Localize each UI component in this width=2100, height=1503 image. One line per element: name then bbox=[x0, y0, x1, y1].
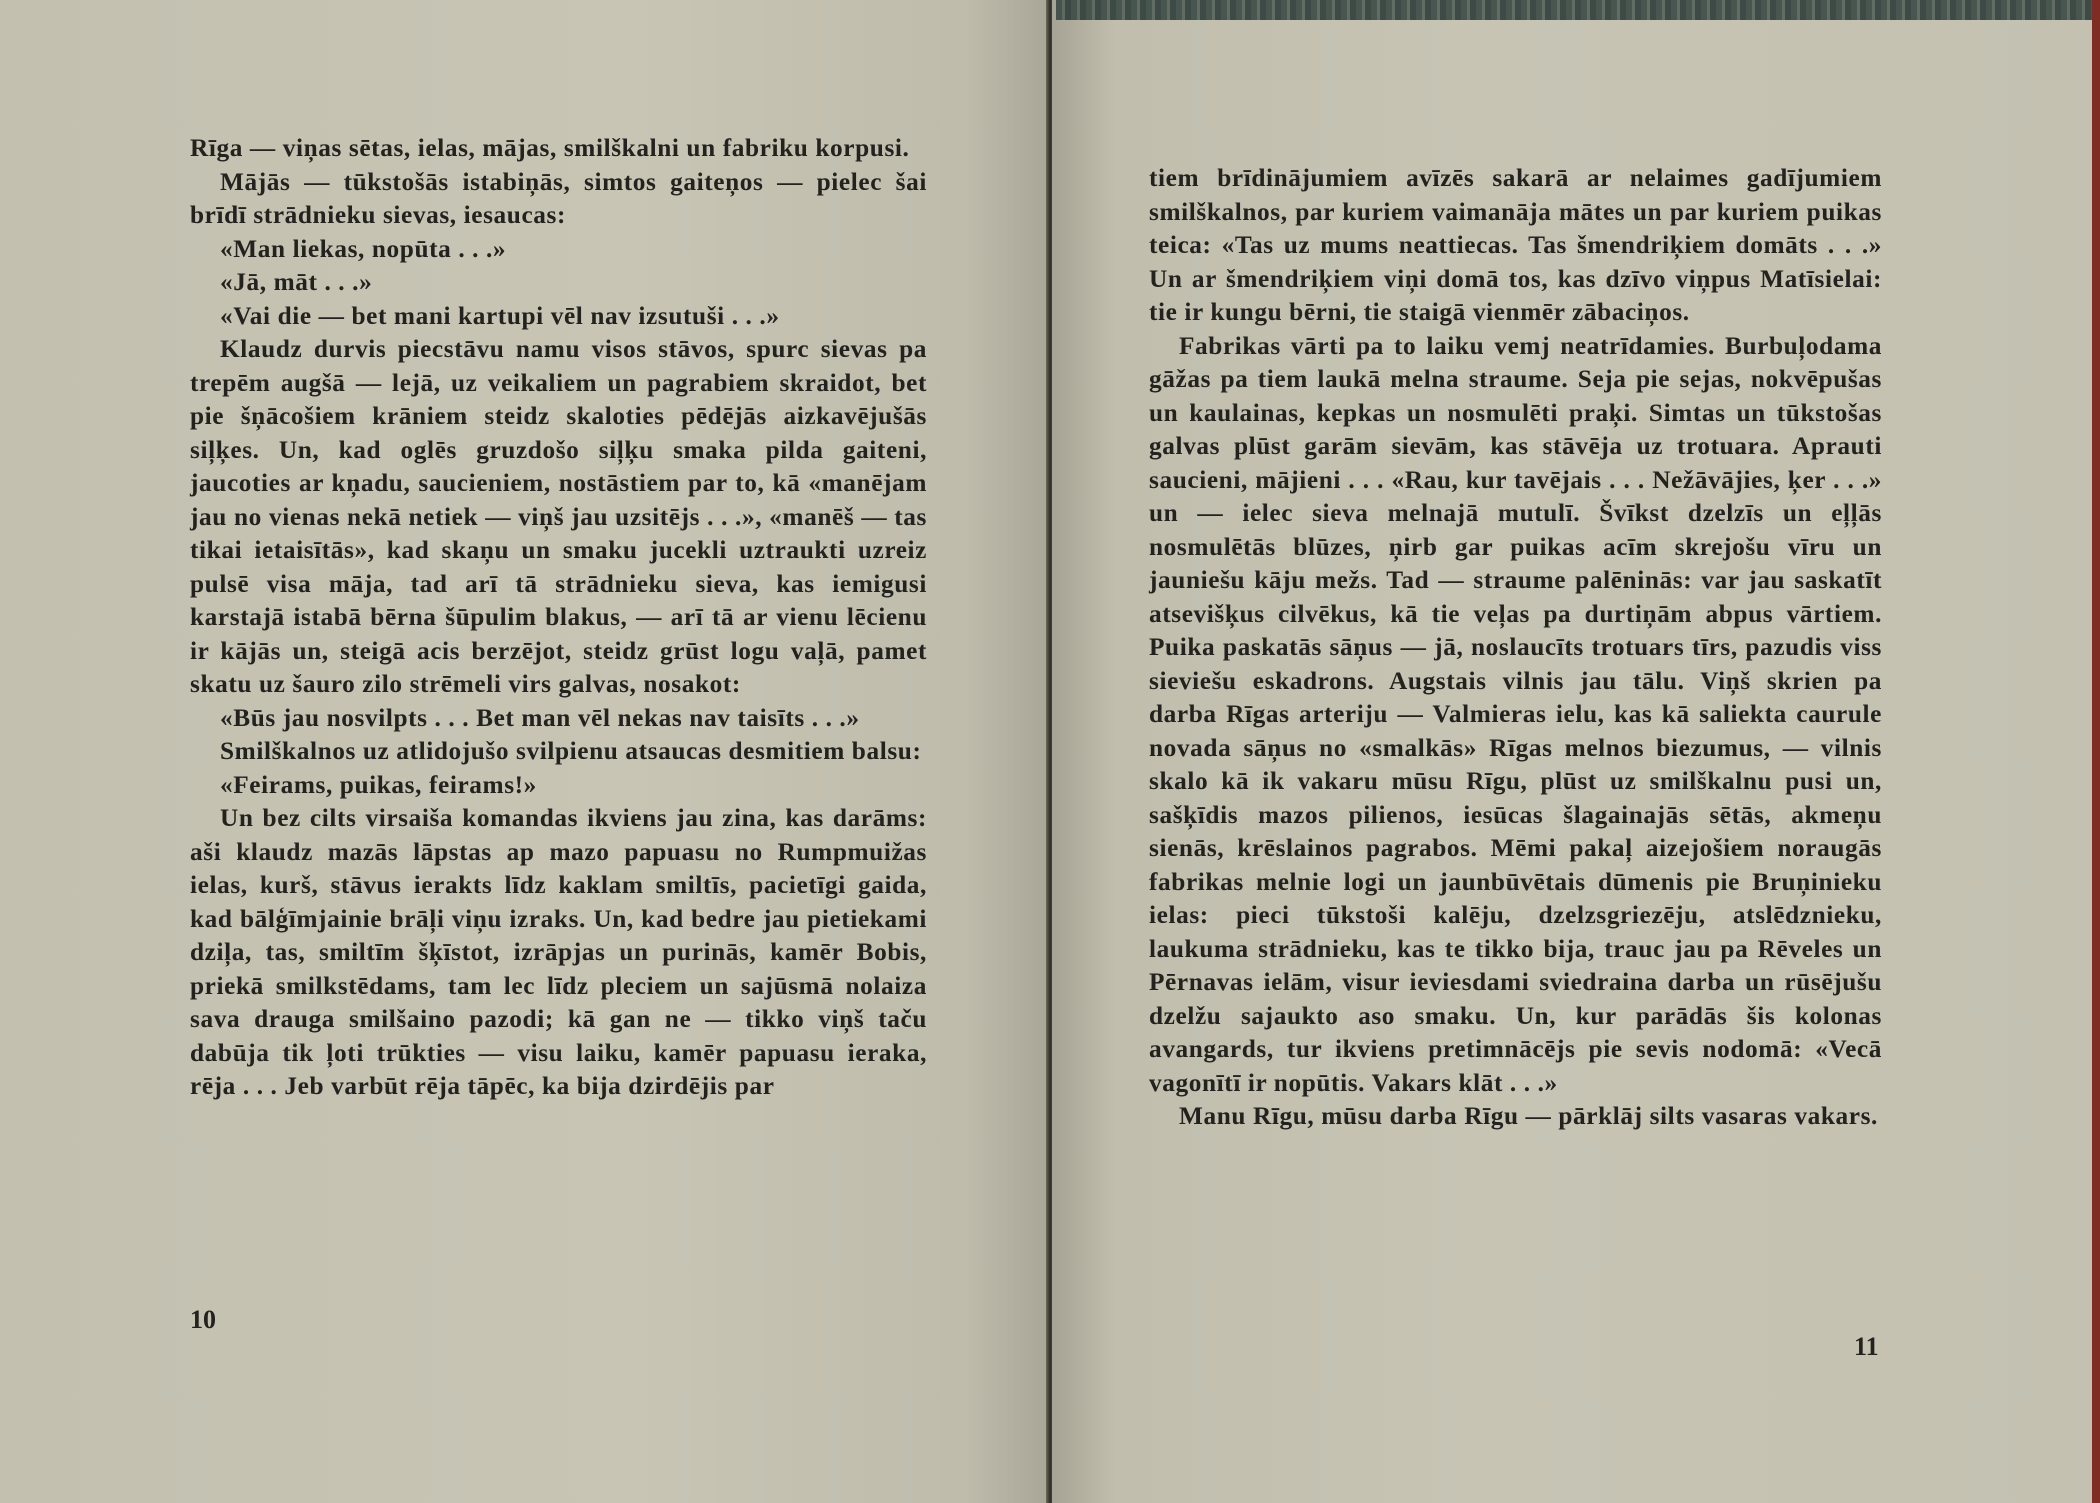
right-page-text bbox=[1149, 162, 1882, 1134]
paragraph: «Vai die — bet mani kartupi vēl nav izsutuši . . .» bbox=[220, 301, 780, 330]
paragraph: Rīga — viņas sētas, ielas, mājas, smilškalni un fabriku korpusi. bbox=[190, 134, 910, 162]
paragraph: «Feirams, puikas, feirams!» bbox=[220, 770, 537, 799]
paragraph: «Būs jau nosvilpts . . . Bet man vēl nekas nav taisīts . . .» bbox=[220, 703, 860, 732]
paragraph: Fabrikas vārti pa to laiku vemj neatrīdamies. Burbuļodama gāžas pa tiem laukā melna straume. Seja pie sejas, nokvēpušas un kaulainas, kepkas un nosmulēti praķi. Simtas un tūkstošas galvas plūst garām sievām, kas stāvēja uz trotuara. Aprauti saucieni, mājieni . . . «Rau, kur tavējais . . . Nežāvājies, ķer . . .» un — ielec sieva melnajā mutulī. Švīkst dzelzīs un eļļās nosmulētās blūzes, ņirb gar puikas acīm skrejošu vīru un jauniešu kāju mežs. Tad — straume palēninās: var jau saskatīt atsevišķus cilvēkus, kā tie veļas pa durtiņām abpus vārtiem. Puika paskatās sāņus — jā, noslaucīts trotuars tīrs, pazudis viss sieviešu eskadrons. Augstais vilnis jau tālu. Viņš skrien pa darba Rīgas arteriju — Valmieras ielu, kas kā saliekta caurule novada sāņus no «smalkās» Rīgas melnos biezumus, — vilnis skalo kā ik vakaru mūsu Rīgu, plūst uz smilškalnu pusi un, sašķīdis mazos pilienos, iesūcas šlagainajās sētās, akmeņu sienās, krēslainos pagrabos. Mēmi pakaļ aizejošiem noraugās fabrikas melnie logi un jaunbūvētais dūmenis pie Bruņinieku ielas: pieci tūkstoši kalēju, dzelzsgriezēju, atslēdznieku, laukuma strādnieku, kas te tikko bija, trauc jau pa Rēveles un Pērnavas ielām, visur ieviesdami sviedraina darba un rūsējušu dzelžu sajaukto aso smaku. Un, kur parādās šis kolonas avangards, tur ikviens pretimnācējs pie sevis nodomā: «Vecā vagonītī ir nopūtis. Vakars klāt . . .» bbox=[1149, 331, 1882, 1097]
paragraph: Klaudz durvis piecstāvu namu visos stāvos, spurc sievas pa trepēm augšā — lejā, uz veikaliem un pagrabiem skraidot, bet pie šņācošiem krāniem steidz skaloties pēdējās aizkavējušās siļķes. Un, kad oglēs gruzdošo siļķu smaka pilda gaiteni, jaucoties ar kņadu, saucieniem, nostāstiem par to, kā «manējam jau no vienas nekā netiek — viņš jau uzsitējs . . .», «manēš — tas tikai ietaisītās», kad skaņu un smaku jucekli uztraukti uzreiz pulsē visa māja, tad arī tā strādnieku sieva, kas iemigusi karstajā istabā bērna šūpulim blakus, — arī tā ar vienu lēcienu ir kājās un, steigā acis berzējot, steidz grūst logu vaļā, pamet skatu uz šauro zilo strēmeli virs galvas, nosakot: bbox=[190, 335, 927, 698]
paragraph: Smilškalnos uz atlidojušo svilpienu atsaucas desmitiem balsu: bbox=[220, 737, 922, 765]
left-page-text bbox=[190, 132, 927, 1104]
page-number-right: 11 bbox=[1854, 1332, 1879, 1361]
cover-edge-top bbox=[1056, 0, 2100, 20]
paragraph: Manu Rīgu, mūsu darba Rīgu — pārklāj silts vasaras vakars. bbox=[1179, 1102, 1878, 1130]
left-page bbox=[0, 0, 1048, 1503]
cover-edge-right bbox=[2092, 0, 2100, 1503]
paragraph: «Jā, māt . . .» bbox=[220, 268, 373, 296]
paragraph: Un bez cilts virsaiša komandas ikviens jau zina, kas darāms: aši klaudz mazās lāpstas ap mazo papuasu no Rumpmuižas ielas, kurš, stāvus ierakts līdz kaklam smiltīs, pacietīgi gaida, kad bālģīmjainie brāļi viņu izraks. Un, kad bedre jau pietiekami dziļa, tas, smiltīm šķīstot, izrāpjas un purinās, kamēr Bobis, priekā smilkstēdams, tam lec līdz pleciem un sajūsmā nolaiza sava drauga smilšaino pazodi; kā gan ne — tikko viņš taču dabūja tik ļoti trūkties — visu laiku, kamēr papuasu ieraka, rēja . . . Jeb varbūt rēja tāpēc, ka bija dzirdējis par bbox=[190, 804, 927, 1100]
paragraph: tiem brīdinājumiem avīzēs sakarā ar nelaimes gadījumiem smilškalnos, par kuriem vaimanāja mātes un par kuriem puikas teica: «Tas uz mums neattiecas. Tas šmendriķiem domāts . . .» Un ar šmendriķiem viņi domā tos, kas dzīvo viņpus Matīsielai: tie ir kungu bērni, tie staigā vienmēr zābaciņos. bbox=[1149, 164, 1882, 326]
right-page bbox=[1052, 0, 2100, 1503]
page-number-left: 10 bbox=[190, 1305, 216, 1334]
paragraph: Mājās — tūkstošās istabiņās, simtos gaiteņos — pielec šai brīdī strādnieku sievas, iesaucas: bbox=[190, 167, 927, 229]
paragraph: «Man liekas, nopūta . . .» bbox=[220, 234, 507, 263]
